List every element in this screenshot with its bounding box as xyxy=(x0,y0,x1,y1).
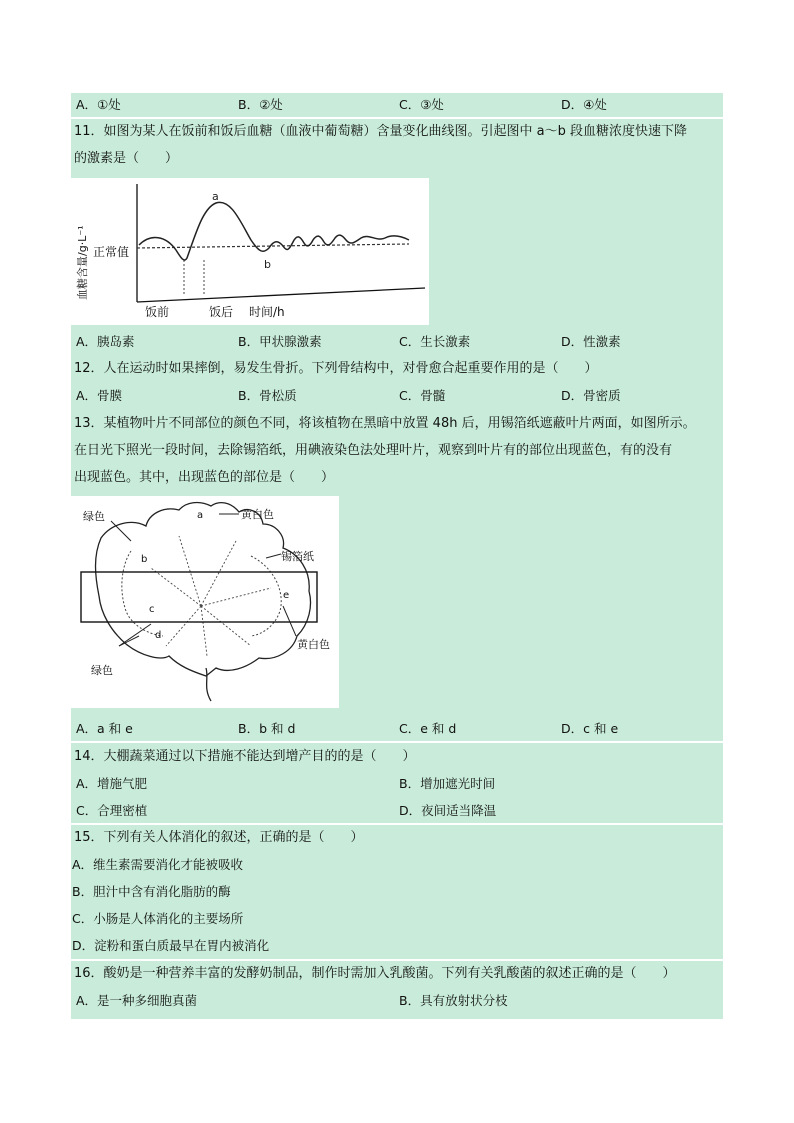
q11-stem-line2: 的激素是（ ） xyxy=(74,151,179,166)
q13-option-a[interactable]: A．a 和 e xyxy=(76,721,133,736)
q13-option-c[interactable]: C．e 和 d xyxy=(399,721,457,736)
q11-option-d[interactable]: D．性激素 xyxy=(561,334,621,349)
q15-option-b[interactable]: B．胆汁中含有消化脂肪的酶 xyxy=(72,884,231,899)
q14-stem: 14．大棚蔬菜通过以下措施不能达到增产目的的是（ ） xyxy=(74,749,416,764)
q14-option-b[interactable]: B．增加遮光时间 xyxy=(399,776,496,791)
q13-option-d[interactable]: D．c 和 e xyxy=(561,721,619,736)
q11-option-b[interactable]: B．甲状腺激素 xyxy=(238,334,322,349)
q16-option-a[interactable]: A．是一种多细胞真菌 xyxy=(76,993,198,1008)
q10-option-c[interactable]: C．③处 xyxy=(399,97,444,112)
q13-option-b[interactable]: B．b 和 d xyxy=(238,721,296,736)
q11-ylabel: 血糖含量/g·L⁻¹ xyxy=(76,225,89,300)
q11-x-after: 饭后 xyxy=(209,305,234,319)
q11-x-before: 饭前 xyxy=(145,305,170,319)
q15-stem: 15．下列有关人体消化的叙述，正确的是（ ） xyxy=(74,830,364,845)
q11-label-a: a xyxy=(212,190,219,203)
q12-option-d[interactable]: D．骨密质 xyxy=(561,388,621,403)
q15-option-d[interactable]: D．淀粉和蛋白质最早在胃内被消化 xyxy=(72,938,270,953)
q11-label-b: b xyxy=(264,258,271,271)
q13-stem-line1: 13．某植物叶片不同部位的颜色不同，将该植物在黑暗中放置 48h 后，用锡箔纸遮蔽叶片两面，如图所示。 xyxy=(74,416,696,431)
q13-label-a: a xyxy=(197,510,204,521)
q14-option-d[interactable]: D．夜间适当降温 xyxy=(399,803,497,818)
q11-x-time: 时间/h xyxy=(249,305,285,319)
q12-option-c[interactable]: C．骨髓 xyxy=(399,388,446,403)
q13-label-foil: 锡箔纸 xyxy=(281,550,314,563)
q14-option-c[interactable]: C．合理密植 xyxy=(76,803,148,818)
q13-label-e: e xyxy=(283,590,290,601)
q11-option-a[interactable]: A．胰岛素 xyxy=(76,334,135,349)
q15-option-c[interactable]: C．小肠是人体消化的主要场所 xyxy=(72,911,244,926)
q13-label-yellow-white-bottom: 黄白色 xyxy=(297,638,330,651)
q10-option-a[interactable]: A．①处 xyxy=(76,97,121,112)
blood-sugar-curve xyxy=(139,202,409,260)
q11-normal-label: 正常值 xyxy=(93,245,130,259)
q13-label-green-top: 绿色 xyxy=(83,510,105,523)
q14-option-a[interactable]: A．增施气肥 xyxy=(76,776,148,791)
q13-stem-line2: 在日光下照光一段时间，去除锡箔纸，用碘液染色法处理叶片，观察到叶片有的部位出现蓝色，有的没有 xyxy=(74,443,673,458)
q16-stem: 16．酸奶是一种营养丰富的发酵奶制品，制作时需加入乳酸菌。下列有关乳酸菌的叙述正确的是（ ） xyxy=(74,966,676,981)
q13-leaf-figure xyxy=(71,496,339,708)
q11-blood-sugar-figure xyxy=(71,178,429,325)
q10-option-d[interactable]: D．④处 xyxy=(561,97,607,112)
q13-label-b: b xyxy=(141,554,148,565)
q12-option-a[interactable]: A．骨膜 xyxy=(76,388,123,403)
q13-label-green-bottom: 绿色 xyxy=(91,664,113,677)
q13-stem-line3: 出现蓝色。其中，出现蓝色的部位是（ ） xyxy=(74,470,335,485)
q16-option-b[interactable]: B．具有放射状分枝 xyxy=(399,993,508,1008)
q13-label-d: d xyxy=(155,630,162,641)
tin-foil-rect xyxy=(81,572,317,622)
q13-label-c: c xyxy=(149,604,155,615)
q12-stem: 12．人在运动时如果摔倒，易发生骨折。下列骨结构中，对骨愈合起重要作用的是（ ） xyxy=(74,361,598,376)
q11-option-c[interactable]: C．生长激素 xyxy=(399,334,471,349)
q13-label-yellow-white-top: 黄白色 xyxy=(241,508,274,521)
q10-option-b[interactable]: B．②处 xyxy=(238,97,283,112)
q15-option-a[interactable]: A．维生素需要消化才能被吸收 xyxy=(72,857,244,872)
q12-option-b[interactable]: B．骨松质 xyxy=(238,388,297,403)
q10-band xyxy=(71,93,723,117)
q11-stem-line1: 11．如图为某人在饭前和饭后血糖（血液中葡萄糖）含量变化曲线图。引起图中 a～b 段血糖浓度快速下降 xyxy=(74,124,688,139)
leaf-outline xyxy=(96,503,311,676)
